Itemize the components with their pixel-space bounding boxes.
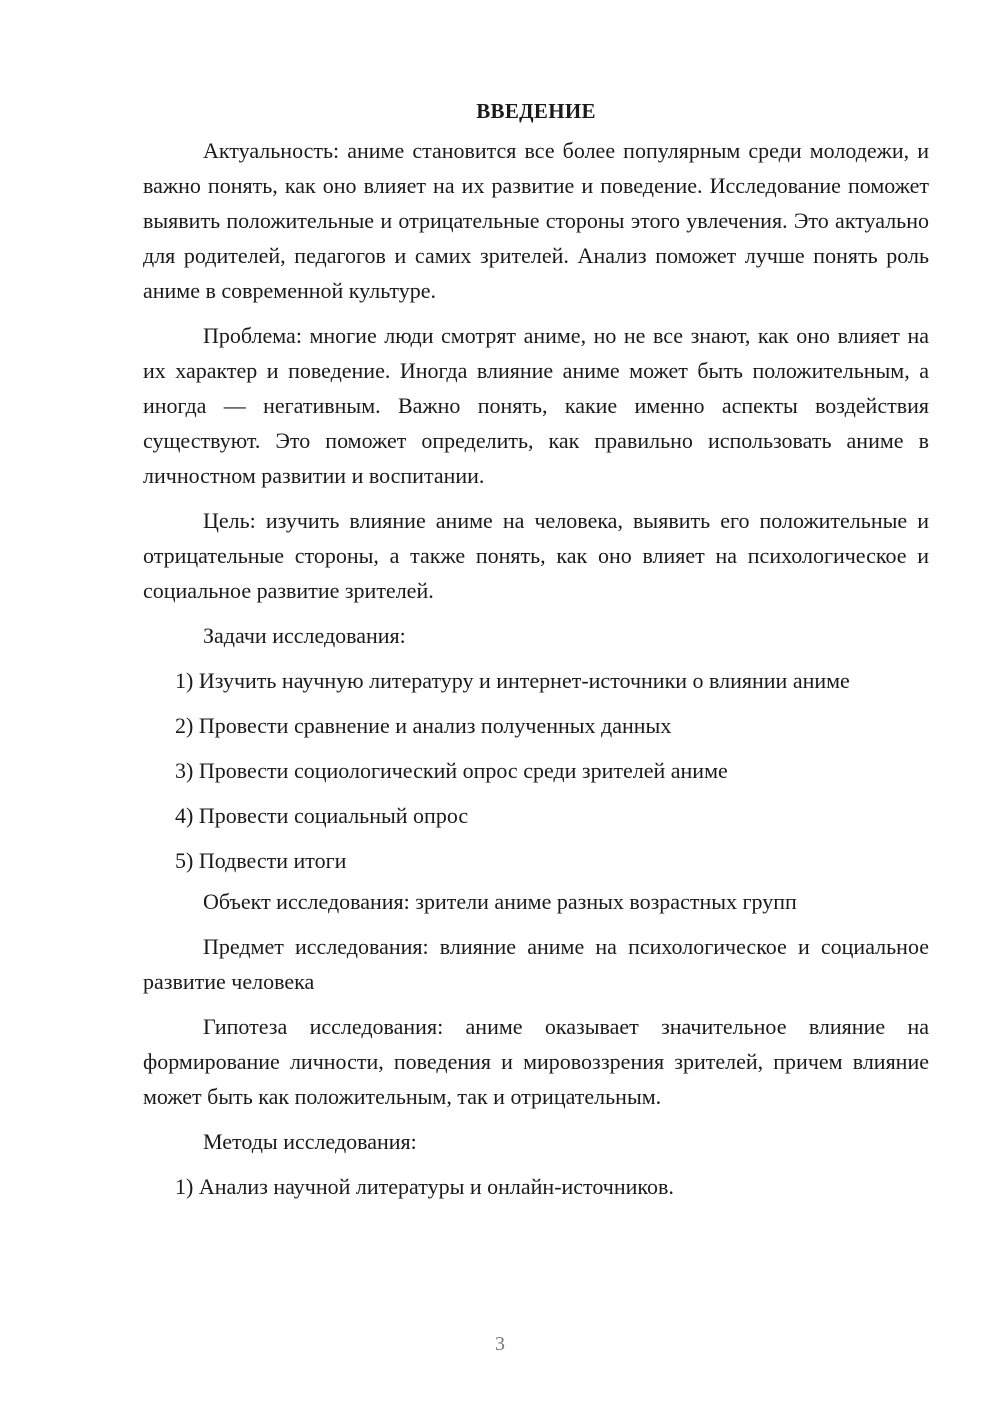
task-item: 3) Провести социологический опрос среди зрителей аниме bbox=[175, 758, 728, 783]
object-paragraph: Объект исследования: зрители аниме разных возрастных групп bbox=[203, 889, 797, 914]
page-content bbox=[143, 95, 929, 1214]
task-item: 1) Изучить научную литературу и интернет-источники о влиянии аниме bbox=[175, 668, 850, 693]
subject-paragraph: Предмет исследования: влияние аниме на психологическое и социальное развитие человека bbox=[143, 934, 929, 994]
task-item: 4) Провести социальный опрос bbox=[175, 803, 469, 828]
page-title: ВВЕДЕНИЕ bbox=[476, 99, 596, 123]
relevance-paragraph: Актуальность: аниме становится все более популярным среди молодежи, и важно понять, как оно влияет на их развитие и поведение. Исследование поможет выявить положительные и отрицательные стороны этого увлечения. Это актуально для родителей, педагогов и самих зрителей. Анализ поможет лучше понять роль аниме в современной культуре. bbox=[143, 138, 929, 303]
task-item: 2) Провести сравнение и анализ полученных данных bbox=[175, 713, 672, 738]
goal-paragraph: Цель: изучить влияние аниме на человека, выявить его положительные и отрицательные стороны, а также понять, как оно влияет на психологическое и социальное развитие зрителей. bbox=[143, 508, 929, 603]
method-item: 1) Анализ научной литературы и онлайн-источников. bbox=[175, 1174, 674, 1199]
methods-heading: Методы исследования: bbox=[203, 1129, 417, 1154]
tasks-heading: Задачи исследования: bbox=[203, 623, 406, 648]
problem-paragraph: Проблема: многие люди смотрят аниме, но не все знают, как оно влияет на их характер и поведение. Иногда влияние аниме может быть положительным, а иногда — негативным. Важно понять, какие именно аспекты воздействия существуют. Это поможет определить, как правильно использовать аниме в личностном развитии и воспитании. bbox=[143, 323, 929, 488]
hypothesis-paragraph: Гипотеза исследования: аниме оказывает значительное влияние на формирование личности, поведения и мировоззрения зрителей, причем влияние может быть как положительным, так и отрицательным. bbox=[143, 1014, 929, 1109]
page-number: 3 bbox=[495, 1333, 505, 1355]
task-item: 5) Подвести итоги bbox=[175, 848, 347, 873]
